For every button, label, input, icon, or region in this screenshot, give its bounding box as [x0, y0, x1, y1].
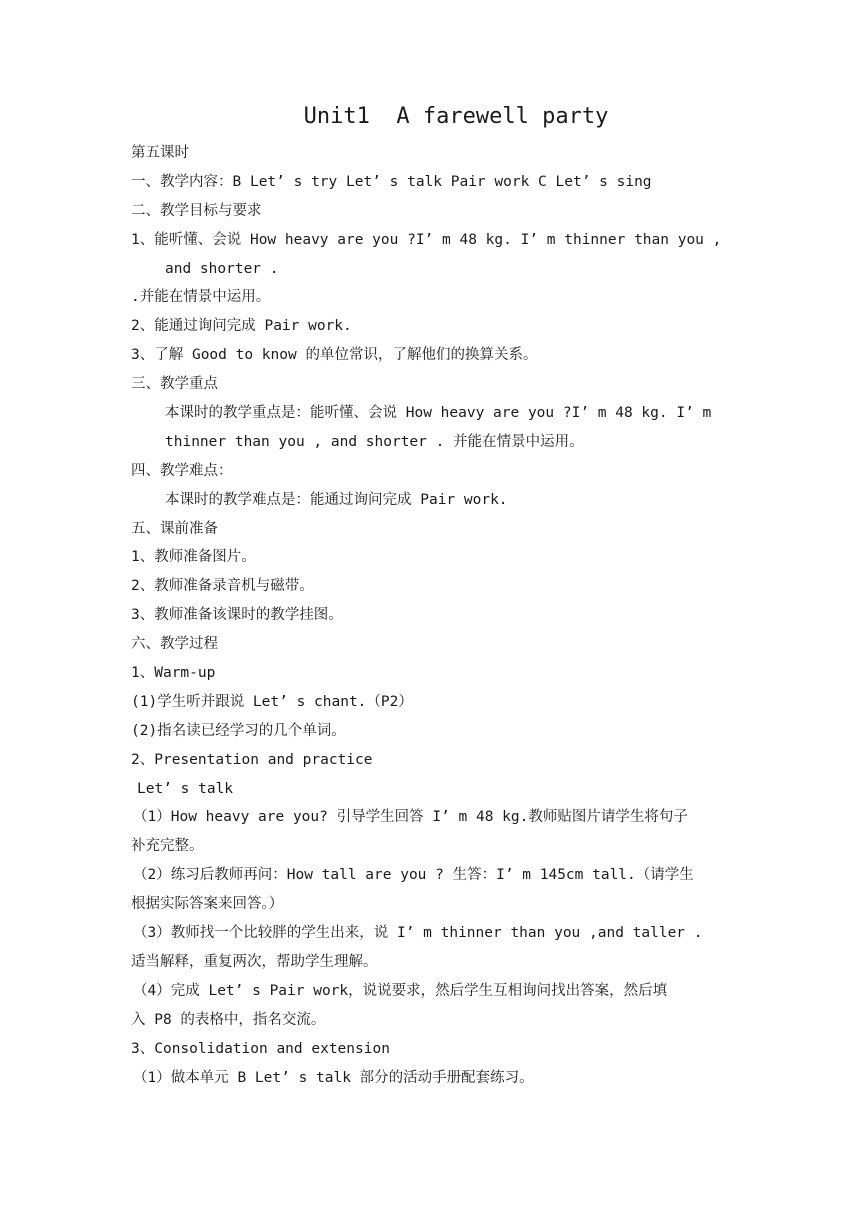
- section-process-heading: 六、教学过程: [131, 636, 218, 653]
- warm-up-step-1: (1)学生听并跟说 Let’ s chant.（P2）: [131, 693, 413, 710]
- presentation-step-4-continued: 入 P8 的表格中，指名交流。: [131, 1011, 326, 1028]
- process-presentation: 2、Presentation and practice: [131, 751, 373, 768]
- difficulties-text: 本课时的教学难点是：能通过询问完成 Pair work.: [165, 491, 508, 508]
- key-points-text: 本课时的教学重点是：能听懂、会说 How heavy are you ?I’ m 48 kg. I’ m: [165, 405, 712, 422]
- process-warm-up: 1、Warm-up: [131, 665, 216, 682]
- consolidation-step-1: （1）做本单元 B Let’ s talk 部分的活动手册配套练习。: [133, 1069, 534, 1086]
- goal-item-1-continued: and shorter .: [165, 260, 279, 277]
- presentation-step-3-continued: 适当解释，重复两次，帮助学生理解。: [131, 953, 378, 970]
- preparation-item-3: 3、教师准备该课时的教学挂图。: [131, 607, 343, 624]
- lesson-number: 第五课时: [131, 145, 189, 161]
- preparation-item-1: 1、教师准备图片。: [131, 549, 256, 566]
- section-preparation-heading: 五、课前准备: [131, 520, 218, 537]
- presentation-step-2-continued: 根据实际答案来回答。）: [131, 896, 284, 913]
- warm-up-step-2: (2)指名读已经学习的几个单词。: [131, 722, 346, 739]
- presentation-step-1: （1）How heavy are you? 引导学生回答 I’ m 48 kg.教师贴图片请学生将句子: [133, 809, 688, 826]
- section-difficulties-heading: 四、教学难点：: [131, 462, 233, 479]
- goal-item-2: 2、能通过询问完成 Pair work.: [131, 318, 352, 335]
- section-teaching-content: 一、教学内容：B Let’ s try Let’ s talk Pair work C Let’ s sing: [131, 173, 652, 190]
- goal-item-1: 1、能听懂、会说 How heavy are you ?I’ m 48 kg. I’ m thinner than you ,: [131, 231, 722, 248]
- preparation-item-2: 2、教师准备录音机与磁带。: [131, 578, 314, 595]
- presentation-step-3: （3）教师找一个比较胖的学生出来，说 I’ m thinner than you ,and taller .: [133, 925, 703, 942]
- key-points-text-continued: thinner than you , and shorter . 并能在情景中运用。: [165, 433, 584, 450]
- goal-item-1-tail: .并能在情景中运用。: [131, 289, 271, 306]
- process-consolidation: 3、Consolidation and extension: [131, 1040, 390, 1057]
- document-title: Unit1 A farewell party: [303, 104, 609, 129]
- presentation-step-1-continued: 补充完整。: [131, 838, 204, 855]
- presentation-step-2: （2）练习后教师再问：How tall are you ? 生答：I’ m 145cm tall.（请学生: [133, 867, 694, 884]
- section-key-points-heading: 三、教学重点: [131, 376, 218, 393]
- presentation-step-4: （4）完成 Let’ s Pair work，说说要求，然后学生互相询问找出答案，然后填: [133, 982, 668, 999]
- document-body: [131, 139, 736, 1092]
- section-goals-heading: 二、教学目标与要求: [131, 202, 262, 219]
- lets-talk-label: Let’ s talk: [137, 780, 234, 797]
- goal-item-3: 3、了解 Good to know 的单位常识，了解他们的换算关系。: [131, 347, 538, 364]
